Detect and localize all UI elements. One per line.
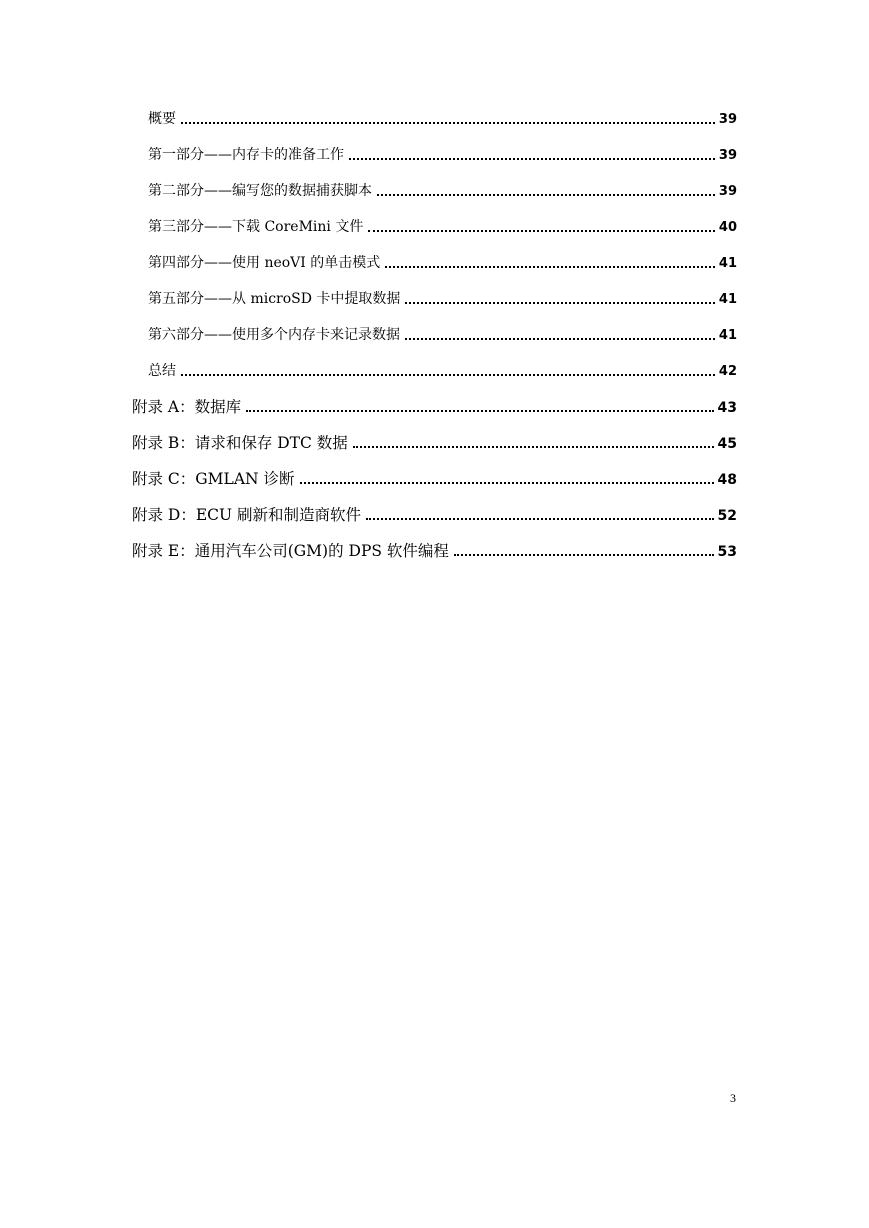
toc-entry-page: 41 xyxy=(718,328,737,343)
toc-entry-page: 39 xyxy=(718,112,737,127)
toc-entry-part-6[interactable] xyxy=(148,324,737,346)
toc-entry-title: 概要 xyxy=(148,111,176,127)
toc-entry-part-4[interactable] xyxy=(148,252,737,274)
toc-dot-leader xyxy=(300,482,714,484)
toc-entry-title: 附录 A：数据库 xyxy=(132,398,242,416)
toc-entry-page: 41 xyxy=(718,292,737,307)
toc-entry-title: 总结 xyxy=(148,363,176,379)
toc-entry-title: 第五部分——从 microSD 卡中提取数据 xyxy=(148,291,401,307)
toc-entry-title: 第一部分——内存卡的准备工作 xyxy=(148,147,344,163)
toc-entry-part-1[interactable] xyxy=(148,144,737,166)
toc-dot-leader xyxy=(405,302,714,304)
toc-entry-page: 40 xyxy=(718,220,737,235)
toc-dot-leader xyxy=(181,122,715,124)
toc-entry-page: 41 xyxy=(718,256,737,271)
toc-dot-leader xyxy=(246,410,713,412)
toc-entry-page: 53 xyxy=(717,544,737,560)
toc-dot-leader xyxy=(454,554,714,556)
toc-dot-leader xyxy=(181,374,715,376)
toc-entry-appendix-b[interactable] xyxy=(132,432,737,454)
toc-entry-part-5[interactable] xyxy=(148,288,737,310)
toc-entry-page: 43 xyxy=(717,400,737,416)
toc-entry-title: 第二部分——编写您的数据捕获脚本 xyxy=(148,183,372,199)
toc-entry-appendix-c[interactable] xyxy=(132,468,737,490)
toc-entry-part-2[interactable] xyxy=(148,180,737,202)
toc-entry-page: 39 xyxy=(718,184,737,199)
toc-entry-page: 39 xyxy=(718,148,737,163)
toc-entry-overview[interactable] xyxy=(148,108,737,130)
toc-entry-part-3[interactable] xyxy=(148,216,737,238)
toc-dot-leader xyxy=(377,194,715,196)
toc-dot-leader xyxy=(405,338,715,340)
toc-entry-appendix-d[interactable] xyxy=(132,504,737,526)
toc-entry-title: 第六部分——使用多个内存卡来记录数据 xyxy=(148,327,400,343)
toc-dot-leader xyxy=(368,230,715,232)
toc-entry-page: 52 xyxy=(717,508,737,524)
toc-entry-page: 42 xyxy=(718,364,737,379)
toc-entry-title: 第三部分——下载 CoreMini 文件 xyxy=(148,219,364,235)
toc-entry-title: 第四部分——使用 neoVI 的单击模式 xyxy=(148,255,381,271)
toc-dot-leader xyxy=(353,446,714,448)
toc-entry-page: 48 xyxy=(717,472,737,488)
toc-entry-summary[interactable] xyxy=(148,360,737,382)
toc-entry-title: 附录 D：ECU 刷新和制造商软件 xyxy=(132,506,362,524)
toc-entry-page: 45 xyxy=(717,436,737,452)
toc-entry-appendix-a[interactable] xyxy=(132,396,737,418)
toc-entry-title: 附录 B：请求和保存 DTC 数据 xyxy=(132,434,348,452)
toc-entry-title: 附录 E：通用汽车公司(GM)的 DPS 软件编程 xyxy=(132,542,449,560)
toc-dot-leader xyxy=(349,158,715,160)
toc-entry-appendix-e[interactable] xyxy=(132,540,737,562)
toc-entry-title: 附录 C：GMLAN 诊断 xyxy=(132,470,295,488)
toc-dot-leader xyxy=(366,518,713,520)
footer-page-number: 3 xyxy=(730,1091,736,1105)
toc-dot-leader xyxy=(385,266,715,268)
